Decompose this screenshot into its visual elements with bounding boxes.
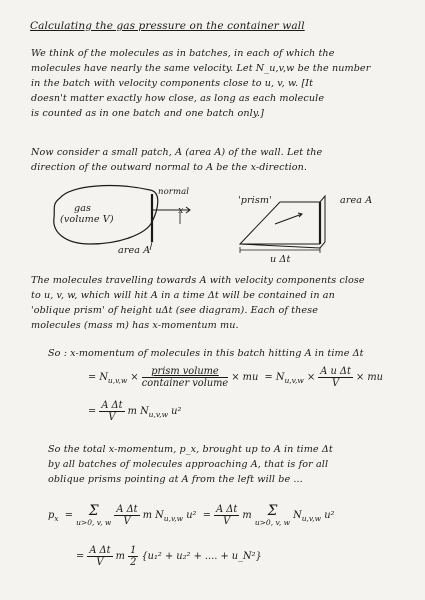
eq3-m: m — [242, 510, 252, 521]
eq1-times-2: × — [306, 372, 316, 383]
eq2-u-squared: u² — [171, 406, 182, 417]
para3-line4: molecules (mass m) has x-momentum mu. — [31, 320, 239, 331]
para2-line2: direction of the outward normal to A be the x-direction. — [31, 162, 308, 173]
area-label-right: area A — [340, 195, 373, 206]
normal-label: normal — [158, 187, 190, 197]
eq3-sum-sign: Σ — [88, 503, 99, 519]
eq4-half — [128, 545, 138, 568]
equation-4 — [76, 545, 262, 568]
eq3-subscript: u,v,w — [163, 513, 184, 523]
equation-1 — [88, 366, 383, 389]
eq3-n2: N — [293, 510, 302, 521]
eq4-frac-num: A Δt — [89, 545, 111, 556]
para1-line3: in the batch with velocity components close to u, v, w. [It — [31, 78, 314, 89]
eq1-frac2-num: A u Δt — [320, 366, 351, 377]
para1-line5: is counted as in one batch and one batch only.] — [31, 108, 265, 119]
eq3-p: p — [48, 510, 55, 521]
para4-line2: by all batches of molecules approaching A, that is for all — [48, 459, 329, 470]
prism-base-label: u Δt — [270, 254, 291, 265]
eq3-equals-2: = — [202, 510, 211, 521]
eq3-sum2-sign: Σ — [267, 503, 278, 519]
equation-3 — [48, 504, 334, 527]
para1-line1: We think of the molecules as in batches, in each of which the — [31, 48, 335, 59]
eq4-half-num: 1 — [130, 545, 137, 556]
eq1-equals-n: = N — [88, 372, 108, 383]
prism-label: 'prism' — [238, 195, 272, 206]
x-direction-label: x — [178, 205, 184, 216]
eq3-mn: m N — [142, 510, 164, 521]
eq4-m: m — [115, 551, 125, 562]
area-label-left: area A — [118, 245, 151, 256]
eq3-frac2-num: A Δt — [216, 504, 238, 515]
eq1-fraction-2 — [318, 366, 353, 389]
eq3-frac-den: V — [123, 516, 131, 527]
para4-line1: So the total x-momentum, p_x, brought up to A in time Δt — [48, 444, 333, 455]
eq1-frac-den: container volume — [141, 378, 229, 389]
eq1-mu: × mu — [231, 372, 259, 383]
eq4-equals: = — [76, 551, 85, 562]
eq3-p-subscript: x — [54, 513, 59, 523]
eq3-sum-sub: u>0, v, w — [76, 518, 112, 527]
eq2-equals: = — [88, 406, 97, 417]
eq4-fraction — [87, 545, 112, 568]
eq3-u-squared: u² — [186, 510, 197, 521]
eq2-fraction — [99, 400, 124, 423]
eq3-frac2-den: V — [223, 516, 231, 527]
para1-line4: doesn't matter exactly how close, as long as each molecule — [31, 93, 325, 104]
eq1-subscript: u,v,w — [107, 375, 128, 385]
eq3-sum2-sub: u>0, v, w — [254, 518, 291, 527]
eq2-frac-den: V — [108, 412, 116, 423]
eq4-half-den: 2 — [130, 557, 137, 568]
eq1-frac-num: prism volume — [142, 366, 228, 378]
equation-2 — [88, 400, 181, 423]
eq1-equals-n2: = N — [264, 372, 285, 383]
eq3-frac-num: A Δt — [116, 504, 138, 515]
para4-line3: oblique prisms pointing at A from the left will be ... — [48, 474, 303, 485]
eq1-frac2-den: V — [332, 378, 340, 389]
volume-label: (volume V) — [60, 214, 114, 225]
eq3-u-squared-2: u² — [324, 510, 335, 521]
eq3-equals: = — [64, 510, 73, 521]
eq1-times: × — [130, 372, 139, 383]
so-momentum-line: So : x-momentum of molecules in this batch hitting A in time Δt — [48, 348, 364, 359]
eq3-sum — [76, 504, 111, 527]
eq3-fraction-2 — [214, 504, 239, 527]
eq2-subscript: u,v,w — [148, 409, 169, 419]
para2-line1: Now consider a small patch, A (area A) of the wall. Let the — [31, 147, 323, 158]
eq3-fraction — [114, 504, 139, 527]
eq1-mu-2: × mu — [356, 372, 383, 383]
eq1-fraction — [142, 366, 228, 389]
eq1-subscript-2: u,v,w — [284, 375, 304, 385]
eq2-frac-num: A Δt — [101, 400, 123, 411]
para1-line2: molecules have nearly the same velocity. Let N_u,v,w be the number — [31, 63, 371, 74]
eq3-subscript-2: u,v,w — [301, 513, 322, 523]
para3-line2: to u, v, w, which will hit A in a time Δt will be contained in an — [31, 290, 335, 301]
para3-line3: 'oblique prism' of height uΔt (see diagram). Each of these — [31, 305, 318, 316]
para3-line1: The molecules travelling towards A with velocity components close — [31, 275, 365, 286]
eq4-brace: {u₁² + u₂² + .... + u_N²} — [141, 551, 262, 562]
eq3-sum-2 — [255, 504, 290, 527]
page-title: Calculating the gas pressure on the container wall — [30, 20, 305, 32]
eq4-frac-den: V — [96, 557, 104, 568]
eq2-mn: m N — [127, 406, 149, 417]
gas-label: gas — [74, 203, 92, 214]
